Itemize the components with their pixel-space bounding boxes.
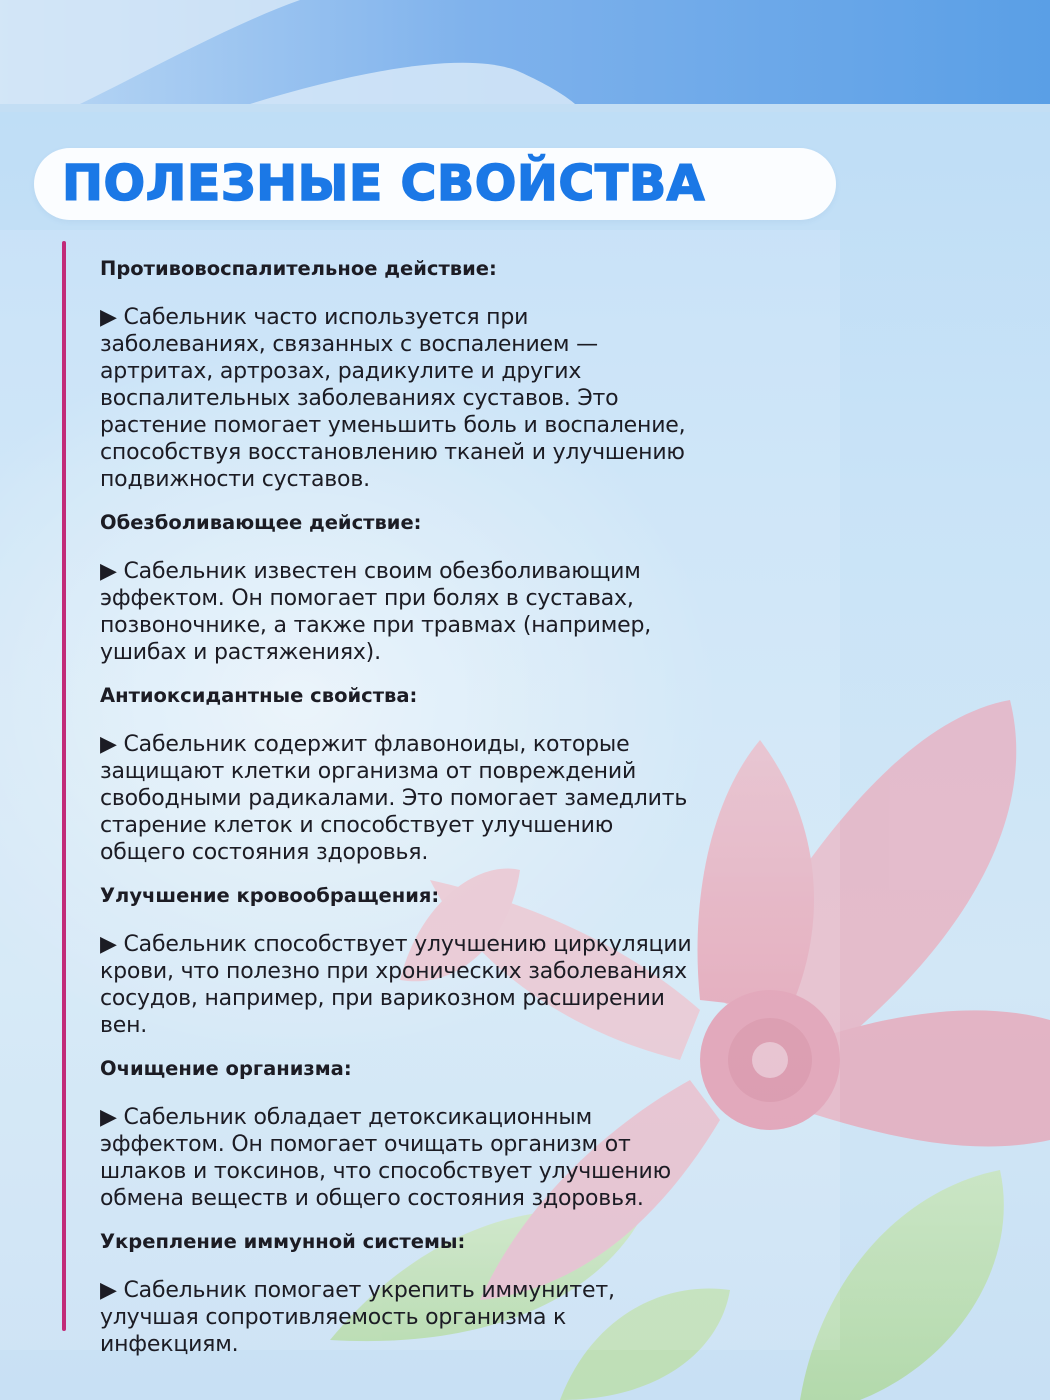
body-line: старение клеток и способствует улучшению [100, 813, 614, 838]
body-line: заболеваниях, связанных с воспалением — [100, 332, 598, 357]
section-antioxidant [100, 681, 820, 866]
body-line: улучшая сопротивляемость организма к [100, 1305, 567, 1330]
body-line: позвоночнике, а также при травмах (например, [100, 613, 652, 638]
body-line: ▶ Сабельник известен своим обезболивающим [100, 559, 641, 584]
section-body [100, 931, 820, 1039]
title-banner [34, 148, 836, 220]
body-line: свободными радикалами. Это помогает замедлить [100, 786, 688, 811]
body-line: ▶ Сабельник обладает детоксикационным [100, 1105, 592, 1130]
body-line: эффектом. Он помогает при болях в суставах, [100, 586, 634, 611]
body-line: защищают клетки организма от повреждений [100, 759, 637, 784]
body-line: подвижности суставов. [100, 467, 370, 492]
body-line: ▶ Сабельник способствует улучшению циркуляции [100, 932, 692, 957]
body-line: ▶ Сабельник помогает укрепить иммунитет, [100, 1278, 615, 1303]
section-body [100, 304, 820, 493]
body-line: ▶ Сабельник часто используется при [100, 305, 529, 330]
body-line: воспалительных заболеваниях суставов. Это [100, 386, 619, 411]
section-analgesic [100, 508, 820, 666]
body-line: способствуя восстановлению тканей и улучшению [100, 440, 685, 465]
section-heading: Противовоспалительное действие: [100, 257, 497, 280]
body-line: эффектом. Он помогает очищать организм от [100, 1132, 631, 1157]
properties-list [100, 254, 820, 1373]
body-line: сосудов, например, при варикозном расширении [100, 986, 665, 1011]
body-line: ушибах и растяжениях). [100, 640, 381, 665]
section-heading: Антиоксидантные свойства: [100, 684, 418, 707]
section-heading: Укрепление иммунной системы: [100, 1230, 466, 1253]
body-line: обмена веществ и общего состояния здоровья. [100, 1186, 644, 1211]
body-line: ▶ Сабельник содержит флавоноиды, которые [100, 732, 630, 757]
section-heading: Очищение организма: [100, 1057, 352, 1080]
body-line: шлаков и токсинов, что способствует улучшению [100, 1159, 671, 1184]
section-body [100, 1104, 820, 1212]
body-line: артритах, артрозах, радикулите и других [100, 359, 582, 384]
top-wave-band [0, 0, 1050, 112]
body-line: инфекциям. [100, 1332, 239, 1357]
accent-line [62, 241, 66, 1331]
page-title: ПОЛЕЗНЫЕ СВОЙСТВА [62, 155, 706, 212]
section-detox [100, 1054, 820, 1212]
section-body [100, 558, 820, 666]
body-line: вен. [100, 1013, 148, 1038]
section-body [100, 731, 820, 866]
section-body [100, 1277, 820, 1358]
body-line: общего состояния здоровья. [100, 840, 429, 865]
section-anti-inflammatory [100, 254, 820, 493]
section-circulation [100, 881, 820, 1039]
body-line: крови, что полезно при хронических заболеваниях [100, 959, 687, 984]
section-immunity [100, 1227, 820, 1358]
section-heading: Обезболивающее действие: [100, 511, 422, 534]
section-heading: Улучшение кровообращения: [100, 884, 440, 907]
body-line: растение помогает уменьшить боль и воспаление, [100, 413, 686, 438]
